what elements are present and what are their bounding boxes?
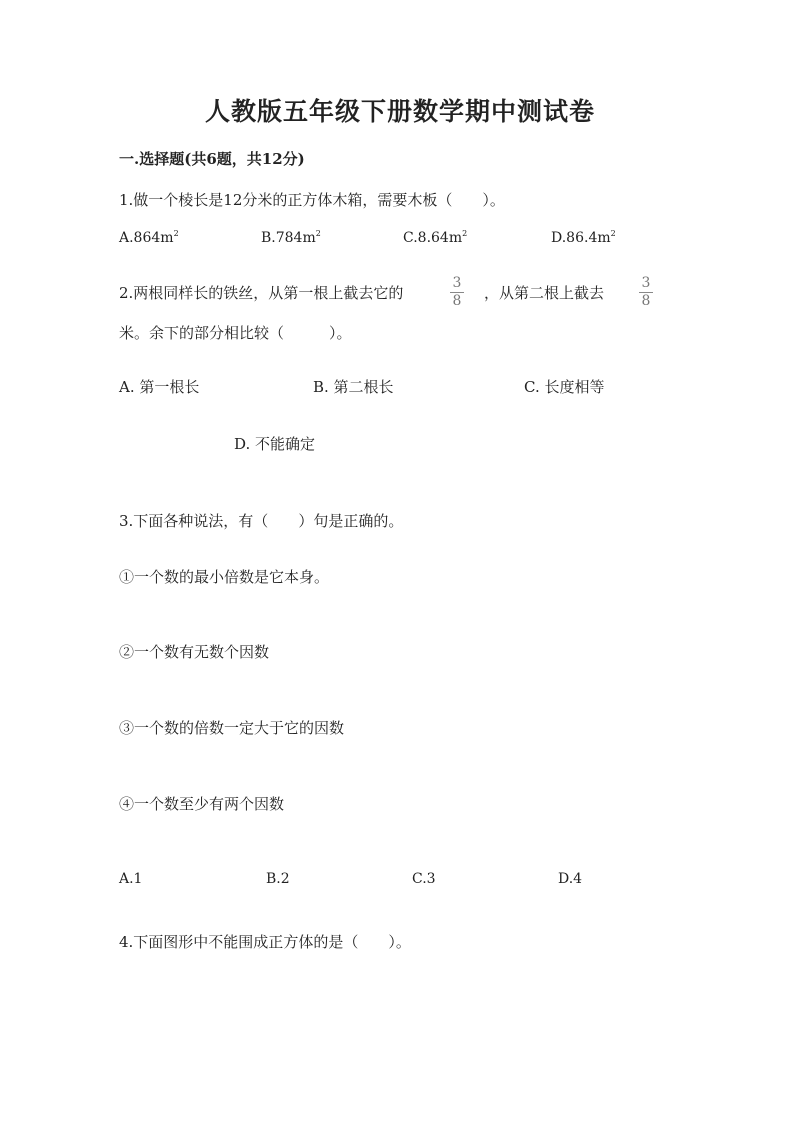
q3-option-b[interactable]: B.2 — [266, 871, 290, 887]
fraction-numerator: 3 — [641, 275, 651, 291]
question-2-text-c: 米。余下的部分相比较（ ）。 — [119, 324, 352, 342]
question-4-text: 4.下面图形中不能围成正方体的是（ ）。 — [119, 933, 411, 951]
q2-option-b[interactable]: B. 第二根长 — [313, 378, 394, 396]
fraction-denominator: 8 — [452, 293, 462, 309]
page-title: 人教版五年级下册数学期中测试卷 — [204, 97, 595, 126]
q3-option-a[interactable]: A.1 — [119, 871, 143, 887]
q2-option-c[interactable]: C. 长度相等 — [524, 378, 605, 396]
q3-statement-2: ②一个数有无数个因数 — [119, 643, 270, 661]
q1-option-a[interactable]: $A.864m^2$ — [119, 229, 179, 246]
q2-fraction-1 — [449, 276, 465, 309]
q3-statement-1: ①一个数的最小倍数是它本身。 — [119, 568, 330, 586]
question-2-text-a: 2.两根同样长的铁丝，从第一根上截去它的 — [119, 284, 404, 302]
q3-statement-4: ④一个数至少有两个因数 — [119, 795, 285, 813]
fraction-numerator: 3 — [452, 275, 462, 291]
question-2-text-b: ，从第二根上截去 — [484, 284, 605, 302]
question-3-text: 3.下面各种说法，有（ ）句是正确的。 — [119, 512, 404, 530]
q1-option-d[interactable]: $D.86.4m^2$ — [551, 229, 616, 246]
fraction-denominator: 8 — [641, 293, 651, 309]
q2-option-d[interactable]: D. 不能确定 — [234, 435, 316, 453]
q1-option-b[interactable]: $B.784m^2$ — [261, 229, 321, 246]
q1-option-c[interactable]: $C.8.64m^2$ — [403, 229, 468, 246]
q3-statement-3: ③一个数的倍数一定大于它的因数 — [119, 719, 345, 737]
q3-option-c[interactable]: C.3 — [412, 871, 436, 887]
q3-option-d[interactable]: D.4 — [558, 871, 583, 887]
section-heading: 一.选择题(共6题，共12分) — [119, 150, 305, 168]
q2-fraction-2 — [638, 276, 654, 309]
question-1-text: 1.做一个棱长是12分米的正方体木箱，需要木板（ ）。 — [119, 191, 505, 209]
q2-option-a[interactable]: A. 第一根长 — [119, 378, 200, 396]
